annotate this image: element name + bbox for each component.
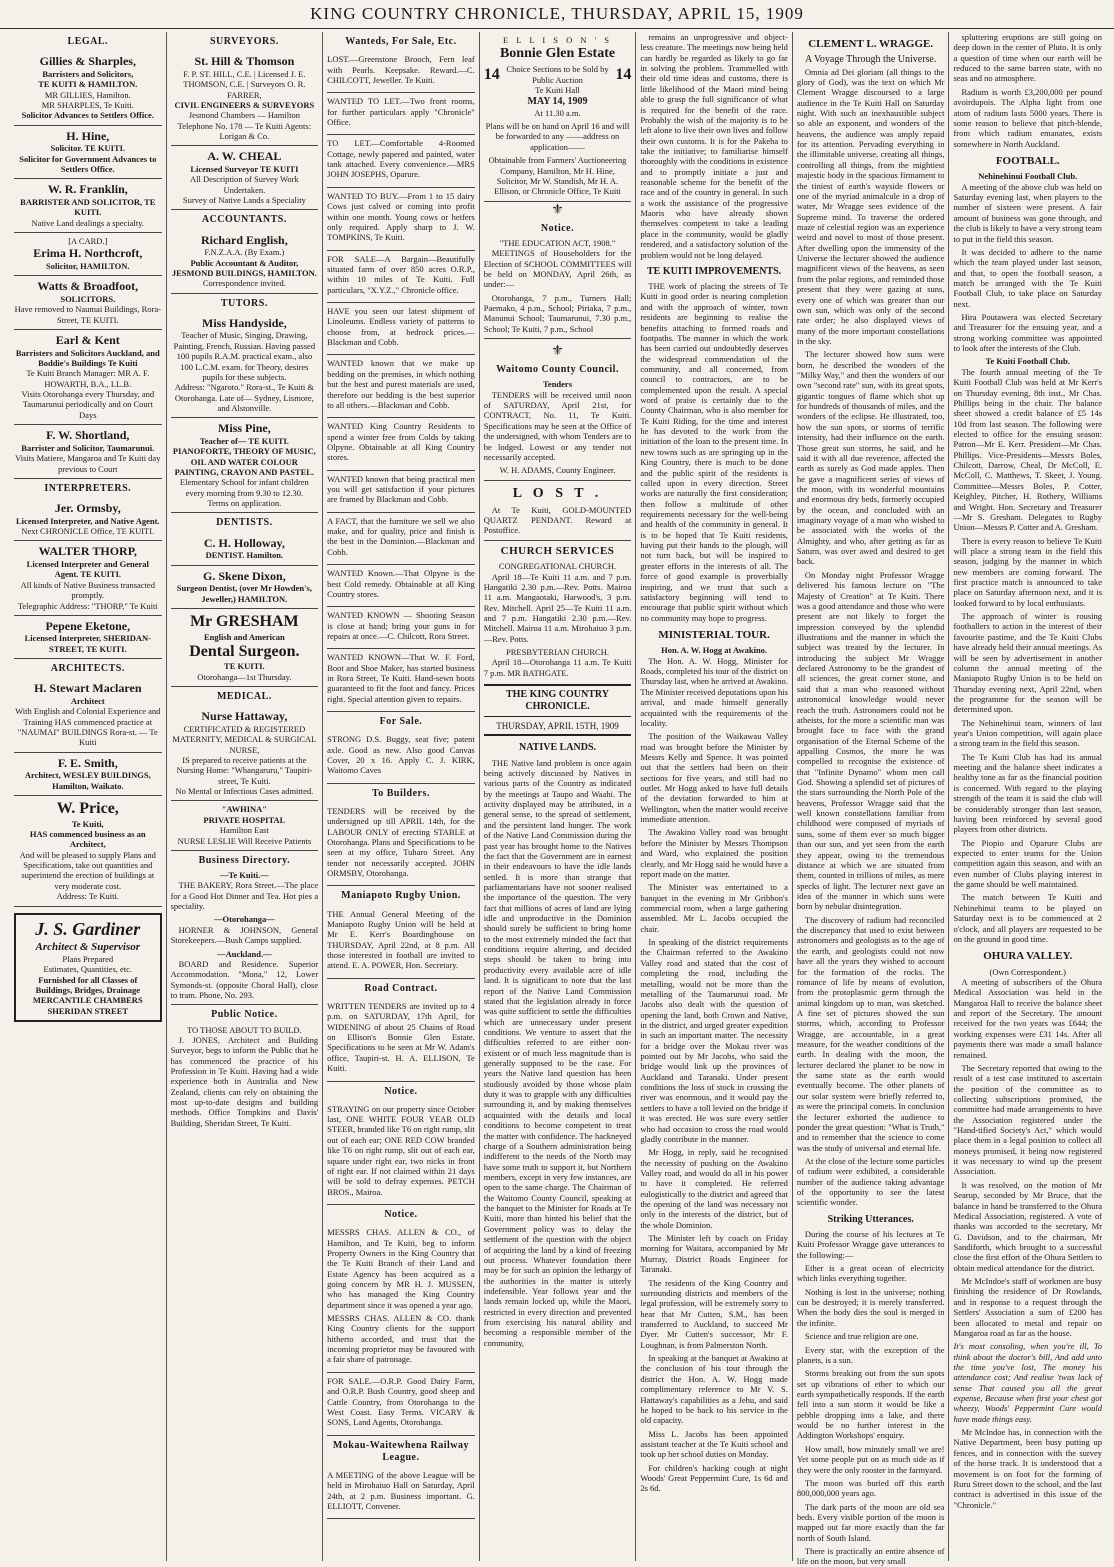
card-name: H. Hine, [66,128,110,143]
lot-count: 14 [483,66,500,84]
card-name: C. H. Holloway, [203,535,285,550]
architect-card [14,796,162,906]
article-text: Ether is a great ocean of electricity which links everything together. [796,1263,945,1284]
card-line: All Description of Survey Work Undertaken. [190,174,299,195]
classified-ad [327,303,475,355]
card-name: Gillies & Sharples, [39,54,136,69]
section-heading: Waitomo County Council. [496,364,619,376]
card-line: Solicitor, HAMILTON. [46,261,130,271]
article-text: The discovery of radium had reconciled the discrepancy that used to exist between astronomers and geologists as to the age of the earth, and geologists could not now have all the years they wished to account for the formation of the rocks. The romance of life by means of evolution, from the protoplasmic germ through the animal kingdom up to man, was sketched. A fine set of pictures showed the sun storms, which, according to Professor Wragge, are accountable, in a great measure, for the weather conditions of the earth. In dealing with the moon, the lecturer declared the planet to be now in the same state as the earth would eventually become. The other planets of our solar system were briefly referred to, as were the principal comets. In conclusion the lecturer exhorted the audience to ponder the great question: "What is Truth," and to remember that the science to come was the study of universal and eternal life. [796,914,945,1153]
card-name: Miss Pine, [218,421,271,436]
ad-text: WANTED KNOWN — Shooting Season is close at hand; bring your guns in for repairs at once.—C. Chilcott, Rora Street. [327,610,475,641]
ad-text: A MEETING of the above League will be held in Mirohaiuo Hall on Saturday, April 24th, at 2 p.m. Business important. G. ELLIOTT, Convener. [327,1469,475,1512]
notice-text: MEETINGS of Householders for the Election of SCHOOL COMMITTEES will be held on MONDAY, April 26th, as under:— [483,248,632,290]
classified-ad [327,188,475,251]
card-line: With English and Colonial Experience and Training HAS commenced practice at "NAUMAI" BUILDINGS Rora-st. — Te Kuiti [15,706,161,748]
lot-count: 14 [615,66,632,84]
newspaper-title: THE KING COUNTRY CHRONICLE. [484,684,632,717]
section-heading: INTERPRETERS. [44,482,132,494]
legal-card [14,233,162,276]
notice-text: April 18—Otorohanga 11 a.m. Te Kuiti 7 p.m. MR BATHGATE. [483,657,632,678]
ad-text: WANTED Known.—That Olpyne is the best Cold remedy. Obtainable at all King Country stores. [327,568,475,599]
card-line: Estimates, Quantities, etc. [43,964,133,975]
section-heading: Business Directory. [198,854,291,866]
subheading: TO THOSE ABOUT TO BUILD. [187,1024,302,1035]
directory-entry: THE BAKERY, Rora Street.—The place for a Good Hot Dinner and Tea. Hot pies a speciality. [170,880,319,912]
section-heading: Public Notice. [211,1009,278,1021]
section-heading: ACCOUNTANTS. [201,214,287,226]
article-heading: TE KUITI IMPROVEMENTS. [647,265,782,277]
section-heading: CHURCH SERVICES [500,544,615,557]
column-2 [167,32,324,1561]
article-text: It was resolved, on the motion of Mr Searup, seconded by Mr Bruce, that the balance in hand be transferred to the Ohura Medical Association, registered. A vote of thanks was accorded to the secretary, Mr G. Davidson, and to the chairman, Mr Sandiforth, which brought to a successful close the first effort of the Ohura Settlers to obtain medical attendance for the district. [953,1179,1103,1273]
card-line: MR SHARPLES, Te Kuiti. [41,99,134,110]
subheading: —Auckland.— [217,948,272,959]
article-text: The match between Te Kuiti and Nehinehinui teams to be played on Saturday next is to be commenced at 2 o'clock, and all players are requested to be on the ground in good time. [953,892,1103,944]
card-line: No Mental or Infectious Cases admitted. [175,786,314,797]
card-line: Survey of Native Lands a Speciality [182,195,306,206]
article-text: Nothing is lost in the universe; nothing can be destroyed; it is merely transferred. When the body dies the soul is merged in the infinite. [796,1286,945,1328]
surveyor-card [171,51,319,146]
card-line: Choice Sections to be Sold by Public Auction [506,64,609,85]
card-line: MERCANTILE CHAMBERS SHERIDAN STREET [32,995,143,1016]
page-columns [10,32,1106,1567]
column-1 [10,32,167,1561]
section-heading: Mokau-Waitewhena Railway League. [332,1439,470,1463]
article-text: For children's hacking cough at night Woods' Great Peppermint Cure, 1s 6d and 2s 6d. [640,1462,788,1494]
card-line: CERTIFICATED & REGISTERED MATERNITY, MEDICAL & SURGICAL NURSE, [172,723,317,755]
section-heading: Wanteds, For Sale, Etc. [345,36,457,47]
classified-ad [327,135,475,187]
section-heading: TUTORS. [220,297,268,309]
ad-text: WANTED King Country Residents to spend a winter free from Colds by taking Olpyne. Obtainable at all King Country stores. [327,421,475,463]
card-line: Solicitor for Government Advances to Settlers Office. [19,153,157,174]
card-line: TE KUITI & HAMILTON. [38,79,138,90]
card-line: DENTIST. Hamilton. [205,550,284,561]
article-subheading: Hon. A. W. Hogg at Awakino. [661,645,768,656]
ad-text: LOST.—Greenstone Brooch, Fern leaf with Pearls. Keepsake. Reward.—C. CHILCOTT, Jeweller. Te Kuiti. [327,54,475,85]
classified-ad [327,1467,475,1519]
article-text: A meeting of the above club was held on Saturday evening last, when players to the number of sixteen were present. A fair amount of business was gone through, and the club is likely to have a very strong team to put in the field this season. [953,181,1103,244]
card-line: At 11.30 a.m. [534,107,581,118]
article-text: In speaking of the district requirements the Chairman referred to the Awakino Valley road and stated that the cost of completing the road, including the metalling, would not be more than the metalling of the Taumarunui road. Mr Jacobs also dealt with the question of opening the land, both Crown and Native, in the district, and urged greater expedition in such an important matter. The necessity for a bridge over the Mokau river was pointed out by Mr Jacobs, who said the bridge would link up the provinces of Auckland and Taranaki. Under present conditions the loss of stock in crossing the river was enormous, and it would pay the settlers to have a toll levied on the bridge if it was erected. He was sure every settler who had occasion to cross the road would gladly contribute in the manner. [640,937,788,1144]
card-line: TE KUITI. [224,661,265,672]
card-line: Solicitor. TE KUITI. [50,143,126,154]
section-heading: Road Contract. [364,982,438,994]
ellison-advert [484,32,632,202]
classified-ad [327,998,475,1082]
card-line: HAS commenced business as an Architect, [29,829,146,850]
article-text: The Piopio and Oparure Clubs are expected to enter teams for the Union competition again this season, and with an even number of Clubs playing interest in the game should be well maintained. [953,837,1103,890]
classified-ad [327,93,475,135]
legal-card [14,51,162,125]
article-text: Mr Hogg, in reply, said he recognised the necessity of pushing on the Awakino Valley road, and would do all in his power to have it completed. He referred eulogistically to the district and agreed that the opening of the land was necessary not only in the interests of the district, but of the whole Dominion. [640,1147,788,1230]
card-line: Next CHRONICLE Office, TE KUITI. [21,526,155,537]
article-heading: FOOTBALL. [995,154,1060,167]
architect-card [14,753,162,796]
card-line: Have removed to Naumai Buildings, Rora-Street, TE KUITI. [14,304,161,325]
card-line: All kinds of Native Business transacted promptly. [20,579,155,601]
article-text: The Nehinehinui team, winners of last year's Union competition, will again place a strong team in the field this season. [953,717,1103,749]
article-text: The Awakino Valley road was brought before the Minister by Messrs Thompson and Ward, who explained the position clearly, and Mr Hogg said he would have a report made on the matter. [640,827,788,879]
notice-text: J. JONES, Architect and Building Surveyor, begs to inform the Public that he has commenced the practice of his Profession in Te Kuiti. Having had a wide experience both in Australia and New Zealand, clients can rely on obtaining the most up-to-date designs and building methods. Office Tompkins and Davis' Building, Sheridan Street, Te Kuiti. [170,1034,319,1128]
card-line: Licensed Interpreter and General Agent. TE KUITI. [26,559,149,580]
card-line: F.N.Z.A.A. (By Exam.) [204,247,285,258]
card-line: Furnished for all Classes of Buildings, Bridges, Drainage [35,974,140,995]
ad-text: A FACT, that the furniture we sell we also make, and for quality, price and finish is the best in the Dominion.—Blackman and Cobb. [327,515,475,557]
article-text: Miss L. Jacobs has been appointed assistant teacher at the Te Kuiti school and took up her school duties on Monday. [640,1428,788,1460]
article-text: THE Native land problem is once again being actively discussed by Natives in various parts of the Country as indicated by the meetings at Taupo and Waahi. The activity displayed may be attributed, in a general sense, to the spread of settlement, and the persistent land hunger. The work of the Native Land Commission during the past year has brought home to the Natives the fact that the Government are in earnest in their endeavours to have the idle lands settled. It is more than strange that parliamentarians have not sooner realised the importance of the question. The very fact that millions of acres of land are lying idle and unproductive in the Dominion should surely be sufficient to bring home to the most extremely minded the fact that conditions require altering, and decided steps should be taken to bring into productivity every available acre of idle land. It is significant to note that the last report of the Native Land Commission stated that the legislation already in force was quite sufficient to settle the difficulties which are unnecessary under present conditions. We venture to assert that the difficulties referred to are either non-existent or of much less magnitude than is generally supposed to be the case. For years the Native land question has been studiously avoided by those whose plain duty it was to grapple with any difficulties surrounding it, and by making themselves acquainted with the details and local conditions to become competent to treat the matter with confidence. The hackneyed charge of a Southern administration being indifferent to the needs of the North may have some truth to support it, but Northern members, except in very few instances, are open to the same charge. The Chairman of the Waitomo County Council, speaking at the banquet to the Minister for Roads at Te Kuiti, more than hinted his belief that the Government policy was to delay the settlement of the question with the object of acquiring the land by a kind of freezing out process. Whatever foundation there may be for such an opinion the lethargy of the authorities in the matter is utterly indefensible. Year follows year and the lands remain locked up, while the Maori, restricted in every direction and prevented from exercising his natural ability and becoming a responsible member of the community, [483,757,632,1348]
card-name: Jer. Ormsby, [54,501,121,516]
article-text: In speaking at the banquet at Awakino at the conclusion of his tour through the district the Hon. A. W. Hogg made complimentary reference to Mr V. S. Hattaway's capabilities as a Jehu, and said he hoped to be back to his service in the old capacity. [640,1353,788,1426]
card-line: Licensed Interpreter, SHERIDAN-STREET, TE KUITI. [24,633,151,654]
card-name: G. Skene Dixon, [203,568,286,583]
card-line: Plans Prepared [62,953,114,964]
article-subheading: Nehinehinui Football Club. [978,171,1078,182]
dentist-card [171,533,319,566]
ad-text: FOR SALE.—O.R.P. Good Dairy Farm, and O.R.P. Bush Country, good sheep and Cattle Country, from Otorohanga to the West Coast. Easy Terms. VICARY & SONS, Land Agents, Otorohanga. [327,1375,475,1428]
verse: It's most consoling, when you're ill, To think about the doctor's bill, And add unto the time you've lost, The money his attendance cost; And realise 'twas lack of sense That caused you all the great expense, Because when first your chest got wheezy, Woods' Peppermint Cure would have made things easy. [953,1341,1103,1424]
article-text: A meeting of subscribers of the Ohura Medical Association was held in the Mangaroa Hall to receive the balance sheet and report of the Secretary. The amount received for the two years was £644; the working expenses were £31 14s. After all payments there was made a small balance remained. [953,977,1103,1060]
article-heading: NATIVE LANDS. [518,742,597,754]
card-line: Architect, WESLEY BUILDINGS, Hamilton, Waikato. [24,770,151,791]
interpreter-card [14,498,162,541]
card-line: Architect & Supervisor [35,940,141,953]
column-5 [636,32,793,1561]
column-6 [793,32,950,1567]
card-name: F. E. Smith, [57,755,118,770]
section-heading: Notice. [384,1085,418,1097]
card-line: [A CARD.] [68,236,108,247]
subheading: —Te Kuiti.— [219,870,269,881]
card-name: Mr GRESHAM [190,612,299,630]
notice-text: At Te Kuiti, GOLD-MOUNTED QUARTZ PENDANT. Reward at Postoffice. [483,504,632,536]
section-heading: DENTISTS. [216,517,273,529]
crest-icon: ⚜ [551,202,564,218]
card-line: NURSE LESLIE Will Receive Patients [177,835,312,846]
subheading: "THE EDUCATION ACT, 1908." [499,237,616,248]
ad-text: STRAYING on our property since October last, ONE WHITE FOUR YEAR OLD STEER, branded like T6 on right rump, slit out of each ear; ONE RED COW branded like T6 on right rump, slit out of each ear, square under right ear, two nicks in front of right ear. If not claimed within 21 days will be sold to defray expenses. PETCH BROS., Mairoa. [327,1103,475,1197]
ad-text: THE Annual General Meeting of the Maniapoto Rugby Union will be held at Mr E. Kerr's Boardinghouse on THURSDAY, April 22nd, at 8 p.m. All those interested in football are invited to attend. E. A. POWER, Hon. Secretary. [327,908,475,971]
article-subheading: A Voyage Through the Universe. [804,54,937,66]
article-text: The residents of the King Country and surrounding districts and members of the legal profession, will be extremely sorry to hear that Mr Cutten, S.M., has been transferred to Auckland, to succeed Mr Dyer. Mr Cutten's successor, Mr F. Loughnan, is from Palmerston North. [640,1277,788,1350]
article-text: During the course of his lectures at Te Kuiti Professor Wragge gave utterances to the following:— [796,1228,945,1260]
card-name: F. W. Shortland, [46,428,130,443]
card-name: J. S. Gardiner [35,918,141,939]
article-text: remains an unprogressive and object-less creature. The meetings now being held can hardly be regarded as likely to go far in solving the problem. Trammelled with their old time ideas and customs, there is little likelihood of the Maori mind being able to grasp the full significance of what is required for the benefit of the race. Probably the wish of the majority is to be left alone to live their own lives and follow their own customs. It is for the Pakeha to take the initiative; to familiarise himself thoroughly with the conditions in existence and to promptly initiate a just and reasonable scheme for the benefit of the race and of the country in general. In such a work the assistance of the progressive Maoris who have already shown themselves competent to take a leading place in the community, would be gladly rendered, and a satisfactory solution of the problem would not be long delayed. [640,32,788,260]
section-heading: Notice. [384,1208,418,1220]
card-line: Address: "Ngaroto." Rora-st., Te Kuiti & Otorohanga. Late of— Sydney, Lismore, and Alstonville. [174,382,315,413]
article-text: On Monday night Professor Wragge delivered his famous lecture on "The Majesty of Creation" at Te Kuiti. There was a good attendance and those who were present are not likely to forget the impression conveyed by the splendid illustrations and the manner in which the subject was treated by the lecturer. In introducing the subject Mr Wragge declared Astronomy to be the grandest of all sciences, the great corner stone, and said that a man who reasoned without astronomical knowledge would never reach the truth. Astronomers could not be atheists, for the more a scientific man was brought face to face with the grand organisation of the Eternal Scheme of the appalling Cosmos, the more he was compelled to recognise the existence of that "Infinite Dynamo" whom men call God. Showing a splendid set of pictures of the stars surrounding the North Pole of the heavens, Professor Wragge said that the well known constellations familiar from childhood were composed of myriads of suns, some of them ever so much bigger than our sun, and yet seen from the earth they appear, owing to the tremendous distance at which we are situated from them, counted in trillions of miles, as mere specks of light. The lecturer next gave an idea of the manner in which suns were born by nebular disintegration. [796,569,945,912]
card-line: MR GILLIES, Hamilton. [44,89,131,100]
article-text: The lecturer showed how suns were born, he described the wonders of the "Milky Way," and then the wonders of our own "second rate" sun, with its great spots, gigantic tongues of flame which shot up for hundreds of thousands of miles, and the wonders of the eclipse. He illustrated, too, how the sun spots, or storms of terrific intensity, had their influence on the earth. Those great sun storms, he said, and he said it with all due reverence, affected the earth as surely as God made apples. Then he gave a magnificent series of views of the moon, with its wonderful mountains and enormous dry beds, formerly occupied by the ocean, and concluded with an imaginary voyage of a man who wished to be associated with the works of the Almighty, and who, after getting as far as Saturn, was over awed and desired to get back. [796,349,945,567]
card-name: Richard English, [201,232,288,247]
classified-ad [327,1101,475,1205]
ad-text: WANTED known that we make up bedding on the premises, in which nothing but the best and purest materials are used, therefore our bedding is the best superior to all others.—Blackman and Cobb. [327,358,475,410]
article-subheading: Te Kuiti Football Club. [985,356,1070,367]
legal-card [14,126,162,180]
notice-text: April 18—Te Kuiti 11 a.m. and 7 p.m. Hangatiki 2.30 p.m.—Rev. Potts. Mairoa 11 a.m. Mangaotaki, Harwood's, 3 p.m. Rev. Mitchell. April 25—Te Kuiti 11 a.m. and 7 p.m. Hangatiki 2.30 p.m.—Rev. Mitchell. Mairoa 11 a.m. Mirohaiuo 3 p.m.—Rev. Potts. [483,571,632,644]
card-line: Te Kuiti, [71,818,104,829]
card-line: Licensed Interpreter, and Native Agent. [16,515,160,526]
article-heading: OHURA VALLEY. [983,950,1073,963]
card-name: Watts & Broadfoot, [37,279,139,294]
card-line: Obtainable from Farmers' Auctioneering Company, Hamilton, Mr H. Hine, Solicitor, Mr W. Standish, Mr H. A. Ellison, or Chronicle Office, Te Kuiti [488,155,627,197]
article-text: spluttering eruptions are still going on deep down in the center of Pluto. It is only a question of time when our earth will be reduced to the same barren state, with no seas and no atmosphere. [953,32,1103,84]
legal-card [14,276,162,330]
article-text: The fourth annual meeting of the Te Kuiti Football Club was held at Mr Kerr's on Thursday evening, 8th inst., Mr Chas. Phillips being in the chair. The balance sheet showed a credit balance of £5 14s 10d from last season. The following were elected to office for the ensuing season: Patron—Mr E. Kerr. President—Mr Chas. Phillips. Vice-Presidents—Messrs Boles, Chilcott, Darrow, Cheal, Dr McColl, E. McColl, C. Matthews, T. Skeet, J. Young. Committee—Messrs Boles, P. Cotter, Keighley, Pitcher, H. Rothery, Williams and Wright. Hon. Secretary and Treasurer—Mr S. Gresham. Delegates to Rugby Union—Messrs P. Cotter and A. Gresham. [953,366,1103,533]
card-name: Nurse Hattaway, [201,709,288,724]
medical-card [171,801,319,850]
card-name: A. W. CHEAL [207,149,282,164]
classified-ad [327,649,475,712]
section-heading: SURVEYORS. [209,36,279,47]
card-name: Bonnie Glen Estate [499,46,616,62]
article-text: Storms breaking out from the sun spots set up vibrations of ether to which our earth sympathetically responds. If the earth fell into a sun storm it would be like a pebble dropping into a lake, and there would be no further interest in the Addington Workshops' enquiry. [796,1368,945,1441]
card-name: Earl & Kent [55,333,120,348]
classified-ad [327,471,475,513]
classified-ad [327,803,475,887]
card-line: And will be pleased to supply Plans and Specifications, take out quantities and superintend the erection of buildings at very moderate cost. [19,849,156,891]
card-line: Solicitor Advances to Settlers Office. [21,110,154,121]
classified-ad [327,607,475,649]
legal-card [14,330,162,425]
card-line: BARRISTER AND SOLICITOR, TE KUITI. [20,196,156,218]
card-line: Elementary School for infant children every morning from 9.30 to 12.30. [179,477,309,498]
article-text: There is every reason to believe Te Kuiti will place a strong team in the field this season, judging by the manner in which new members are coming forward. The first practice match is announced to take place on Saturday afternoon next, and it is looked forward to by local enthusiasts. [953,535,1103,608]
subheading: PRESBYTERIAN CHURCH. [506,647,609,658]
card-name: Miss Handyside, [202,315,287,330]
subheading: CONGREGATIONAL CHURCH. [498,561,617,572]
ad-text: MESSRS CHAS. ALLEN & CO., of Hamilton, and Te Kuiti, beg to inform Property Owners in the King Country that the Te Kuiti Branch of their Land and Estate Agency has been acquired as a going concern by MR H. J. MUSSEN, who has managed the King Country department since it was opened a year ago. [327,1227,475,1310]
card-line: Visits Otorohanga every Thursday, and Taumarunui periodically and on Court Days [21,389,155,420]
card-line: Surgeon Dentist, (over Mr Howden's, Jeweller,) HAMILTON. [176,583,312,604]
column-4 [480,32,637,1561]
section-heading: LEGAL. [67,36,109,47]
card-line: Telegraphic Address: "THORP," Te Kuiti [17,600,158,611]
article-heading: CLEMENT L. WRAGGE. [808,38,934,50]
interpreter-card [14,616,162,659]
card-line: Teacher of Music, Singing, Drawing, Painting, French, Russian. Having passed 100 pupils R.A.M. practical exam., also 100 L.C.M. exam. for Theory, desires pupils for these subjects. [173,330,316,382]
article-text: The position of the Waikawau Valley road was brought before the Minister by Messrs Kelly and Spence. It was pointed out that the settlers had been on their sections for five years, and still had no outlet. Mr Hogg asked to have full details of the deviation forwarded to him at Wellington, when the matter would receive immediate attention. [640,731,788,825]
ad-text: WANTED known that being practical men you will get satisfaction if your pictures are framed by Blackman and Cobb. [327,473,475,505]
article-heading: Striking Utterances. [827,1213,914,1225]
card-line: IS prepared to receive patients at the Nursing Home: "Whangaruru," Taupiri-street, Te Kuiti. [176,754,313,786]
classified-ad [327,51,475,93]
article-text: Mr McIndoe has, in connection with the Native Department, been busy putting up fences, and in connection with the survey of the horse track. It is understood that a movement is on foot for the forming of Ruru Street down to the school, and the last contract is advertised in this issue of the "Chronicle." [953,1427,1103,1510]
article-text: At the close of the lecture some particles of radium were exhibited, a considerable number of the audience taking advantage of the opportunity to see the latest scientific wonder. [796,1155,945,1208]
article-text: The Hon. A. W. Hogg, Minister for Roads, completed his tour of the district on Thursday last, when he arrived at Awakino. The Minister received deputations upon his arrival, and made himself generally acquainted with the requirements of the locality. [640,655,788,728]
classified-ad [327,731,475,783]
card-line: MAY 14, 1909 [527,95,588,107]
gardiner-advert [14,913,162,1023]
medical-card [171,706,319,801]
interpreter-card [14,541,162,615]
issue-date: THURSDAY, APRIL 15TH, 1909 [484,719,632,736]
article-heading: MINISTERIAL TOUR. [658,628,770,641]
column-3 [323,32,480,1561]
section-heading: For Sale. [379,716,423,728]
card-line: Barristers and Solicitors Auckland, and Boddie's Buildings Te Kuiti [15,347,160,369]
card-line: Barrister and Solicitor, Taumarunui. [21,442,155,453]
ad-text: WRITTEN TENDERS are invited up to 4 p.m. on SATURDAY, 17th April, for WIDENING of about 25 Chains of Road on Ellison's Bonnie Glen Estate. Specifications to be seen at Mr W. Adam's office, Taupiri-st. H. A. ELLISON, Te Kuiti. [327,1001,475,1074]
article-text: Science and true religion are one. [804,1331,919,1342]
ad-text: MESSRS CHAS. ALLEN & CO. thank King Country clients for the support hitherto accorded, and trust that the incoming proprietor may be favoured with a fair share of patronage. [327,1313,475,1365]
tutor-card [171,313,319,419]
article-text: There is practically an entire absence of life on the moon, but very small [796,1546,945,1567]
article-text: The dark parts of the moon are old sea beds. Every visible portion of the moon is mapped out far more exactly than the far north of South Island. [796,1501,945,1543]
masthead: KING COUNTRY CHRONICLE, THURSDAY, APRIL 15, 1909 [0,0,1114,29]
card-line: Te Kuiti Hall [535,85,580,96]
legal-card [14,425,162,479]
classified-ad [327,251,475,303]
ad-text: WANTED KNOWN—That W. F. Ford, Boot and Shoe Maker, has started business in Rora Street, Te Kuiti. Hand-sewn boots guaranteed to fit the foot and fancy. Prices right. Special attention given to repairs. [327,652,475,704]
card-line: Terms on application. [207,498,282,509]
directory-entry: HORNER & JOHNSON, General Storekeepers.—Bush Camps supplied. [170,924,319,946]
dentist-card [171,609,319,687]
directory-entry: BOARD and Residence. Superior Accommodation. "Mona," 12, Lower Symonds-st. (opposite Choral Hall), close to tram. Phone, No. 293. [170,958,319,1000]
article-text: It was decided to adhere to the name which the team played under last season, and that, to open the football season, a match be arranged with the Te Kuiti Football Club, to take place on Saturday next. [953,246,1103,309]
surveyor-card [171,146,319,210]
signature: W. H. ADAMS, County Engineer. [499,465,616,476]
card-line: Barristers and Solicitors, [42,68,134,79]
card-line: Jesmond Chambers — Hamilton [188,110,300,121]
ad-text: FOR SALE—A Bargain—Beautifully situated farm of over 850 acres O.R.P., within 10 miles of Te Kuiti. Full particulars, "X.Y.Z.," Chronicle office. [327,253,475,295]
article-text: Every star, with the exception of the planets, is a sun. [796,1344,945,1365]
notice-text: TENDERS will be received until noon of SATURDAY, April 21st, for CONTRACT, No. 11, Te Kuiti. Specifications may be seen at the Office of the undersigned, with whom Tenders are to be lodged. Lowest or any tender not necessarily accepted. [483,389,632,462]
card-line: Address: Te Kuiti. [56,891,119,902]
article-text: Omnia ad Dei gloriam (all things to the glory of God), was the text on which Mr Clement Wragge discoursed to a large audience in the Te Kuiti Hall on Saturday night. With such an inexhaustible subject so able an exponent, and wonders of the heavens, the audience was amply repaid for its attention. Pervading everything in the illimitable universe, creating all things, controlling all things, from the mightiest majestic body in the spacious firmament to the tiniest of earth's wayside flowers or one of the myriad animalcule in a drop of water, Mr Wragge sees evidence of the Supreme mind. To traverse the ordered maze of celestial region was an experience weird and novel to most of those present. After dwelling upon the immensity of the Universe the lecturer showed the audience magnificent views of the heavens, as seen from the polar regions, and reminded those present that they were gazing at suns, every one of which was greater than our own sun, which was only of the second rate order; he also displayed views of many of the more important constellations in the sky. [796,66,945,346]
card-line: Public Accountant & Auditor, JESMOND BUILDINGS, HAMILTON. [171,257,317,278]
card-line: Dental Surgeon. [189,642,300,660]
card-line: Otorohanga—1st Thursday. [197,671,292,682]
card-name: Erima H. Northcroft, [33,246,143,261]
column-7 [949,32,1106,1561]
card-line: Hamilton East [219,825,269,836]
card-line: Correspondence invited. [202,278,286,289]
crest-icon: ⚜ [551,344,564,360]
card-line: F. P. ST. HILL, C.E. | Licensed J. E. THOMSON, C.E. | Surveyors O. R. FARRER, [183,68,306,100]
classified-ad [327,418,475,470]
article-text: Mr McIndoe's staff of workmen are busy finishing the residence of Dr Rowlands, and in response to a request through the Settlers' Association a sum of £200 has been allocated to metal and repair on Mangaroa road as far as the house. [953,1276,1103,1338]
card-name: W. R. Franklin, [47,182,128,197]
article-text: The Minister was entertained to a banquet in the evening in Mr Gribbon's commercial room, when a large gathering assembled. Mr L. Jacobs occupied the chair. [640,882,788,934]
card-line: SOLICITORS. [60,293,116,304]
article-text: How small, how minutely small we are! Yet some people put on as much side as if they were the only rooster in the farmyard. [796,1443,945,1475]
classified-ad [327,513,475,565]
article-text: THE work of placing the streets of Te Kuiti in good order is nearing completion and with the approach of winter, town residents are beginning to realise the benefits attaching to formed roads and footpaths. The manner in which the work has been carried out undoubtedly deserves the widespread commendation of the community, and all concerned, from council to contractors, are to be complemented upon the result. A special word of praise is certainly due to the County Chairman, who is also member for Te Kuiti Riding, for the time and interest he has devoted to the work from the initiation of the loan to the present time. In new towns such as are springing up in the King Country, there is much to be done and the public spirit of the residents is called upon in every direction. Street works are naturally the first consideration; then follow a multitude of other requirements necessary for the well-being and health of the community in general. It is to be hoped that Te Kuiti residents, having put their hands to the plough, will not turn back, but will be inspired to greater efforts in the interests of all. The force of good example is proverbially inspiring, and we trust that such a satisfactory beginning will tend to encourage that public spirit without which no community may hope to progress. [640,281,788,623]
section-heading: Maniapoto Rugby Union. [341,890,461,902]
legal-card [14,179,162,233]
dentist-card [171,566,319,609]
card-name: St. Hill & Thomson [194,54,295,69]
accountant-card [171,230,319,294]
card-name: WALTER THORP, [38,544,137,559]
ad-text: WANTED TO BUY.—From 1 to 15 dairy Cows just calved or coming into profit within one month. Young cows or heifers only required. Apply sharp to J. W. TOMPKINS, Te Kuiti. [327,190,475,243]
card-line: Plans will be on hand on April 16 and will be forwarded to any ——address on application—— [485,121,630,152]
ad-text: HAVE you seen our latest shipment of Linoleums. Endless variety of patterns to choose from, at bedrock prices.—Blackman and Cobb. [327,306,475,348]
card-line: PRIVATE HOSPITAL [203,814,286,825]
article-text: The moon was buried off this earth 800,000,000 years ago. [796,1477,945,1499]
card-line: Teacher of— TE KUITI. PIANOFORTE, THEORY OF MUSIC, OIL AND WATER COLOUR PAINTING, CRAYON AND PASTEL. [172,435,316,478]
section-heading: MEDICAL. [216,691,272,703]
card-name: W. Price, [56,800,119,818]
notice-text: Otorohanga, 7 p.m., Turners Hall; Paemako, 4 p.m., School; Piriaka, 7 p.m., Manunui School; Taumarunui, 7.30 p.m., School; Te Kuiti, 7 p.m., School [483,292,632,334]
section-heading: Notice. [540,222,575,234]
classified-ad [327,1373,475,1436]
section-heading: ARCHITECTS. [50,663,125,675]
ad-text: TENDERS will be received by the undersigned up till APRIL 14th, for the LABOUR ONLY of erecting STABLE at Otorohanga. Plans and Specifications to be seen at my office, Tuharo Street. Any tender not necessarily accepted. JOHN ORMSBY, Otorohanga. [327,805,475,879]
card-line: E L L I S O N ' S [503,35,613,45]
article-text: The Te Kuiti Club has had its annual meeting and the balance sheet indicates a healthy tone as far as the financial position is concerned. With regard to the playing strength of the team it is said the club will be considerably stronger than last season, having been reinforced by several good players from other districts. [953,751,1103,835]
tutor-card [171,418,319,513]
card-line: Telephone No. 178 — Te Kuiti Agents: Lorigan & Co. [177,120,312,141]
subheading: Tenders [543,379,573,390]
article-text: Radium is worth £3,200,000 per pound avoirdupois. The Alpha light from one atom of radium lasts 5000 years. There is some reason to believe that pitch-blende, from which radium emanates, exists somewhere in North Auckland. [953,86,1103,149]
ad-text: STRONG D.S. Buggy, seat five; patent axle. Good as new. Also good Canvas Cover, 20 x 16. Apply C. J. KIRK, Waitomo Caves [327,734,475,776]
section-heading: L O S T . [512,485,603,501]
classified-ad [327,355,475,418]
card-line: Architect [70,696,105,707]
card-line: CIVIL ENGINEERS & SURVEYORS [174,99,315,110]
card-line: Native Land dealings a specialty. [31,217,145,228]
article-text: Hira Poutawera was elected Secretary and Treasurer for the ensuing year, and a strong working committee was appointed to look after the interests of the Club. [953,312,1103,354]
architect-card [14,678,162,752]
card-line: Te Kuiti Branch Manager: MR A. F. HOWARTH, B.A., LL.B. [26,368,150,389]
article-text: The Minister left by coach on Friday morning for Waitara, accompanied by Mr Murray, District Roads Engineer for Taranaki. [640,1233,788,1275]
article-text: The approach of winter is rousing footballers to action in the interest of their favourite pastime, and the Te Kuiti Clubs have already held their annual meetings. As will be seen by advertisement in another column the annual meeting of the Maniapoto Rugby Union is to be held on Thursday evening next, April 22nd, when the programme for the season will be determined upon. [953,611,1103,715]
article-subheading: (Own Correspondent.) [989,966,1066,977]
card-line: Licensed Surveyor TE KUITI [190,163,299,174]
classified-ad [327,1224,475,1373]
classified-ad [327,565,475,607]
classified-ad [327,906,475,979]
card-name: Pepene Eketone, [45,618,131,633]
card-name: H. Stewart Maclaren [34,681,142,696]
subheading: —Otorohanga— [213,914,275,925]
card-line: "AWHINA" [221,804,268,815]
section-heading: To Builders. [372,787,430,799]
article-text: The Secretary reported that owing to the result of a test case instituted to ascertain the position of the committee as to collecting subscriptions promised, the committee had made arrangements to have the Association registered under the "Hand-tified Society's Act," which would place them in a legal position to collect all moneys promised, it being now registered it was necessary to wind up the present Association. [953,1062,1103,1177]
ad-text: WANTED TO LET.—Two front rooms, for further particulars apply "Chronicle" Office. [327,96,475,127]
ad-text: TO LET.—Comfortable 4-Roomed Cottage, newly papered and painted, water tank attached. Every convenience.—MRS JOHN JOSEPHS, Oparure. [327,138,475,180]
card-line: English and American [203,631,285,642]
card-line: Visits Matiere, Mangaroa and Te Kuiti day previous to Court [15,453,161,474]
